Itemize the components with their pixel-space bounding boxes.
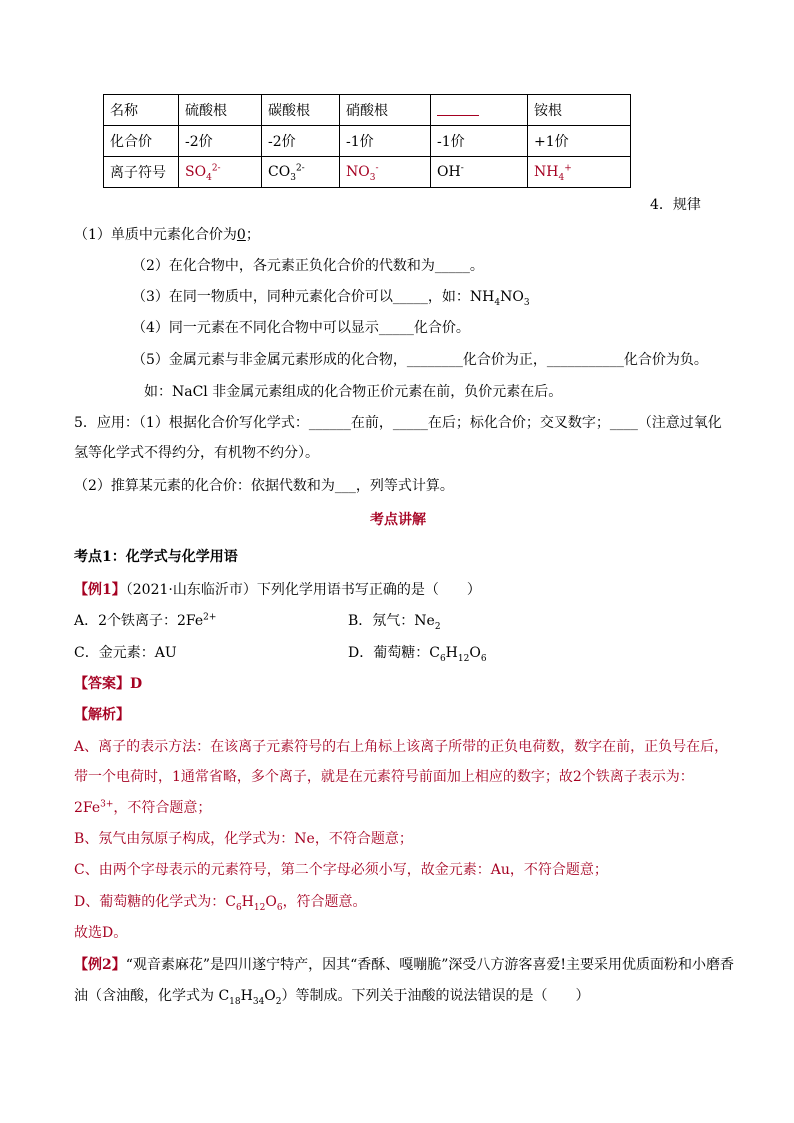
table-row	[104, 126, 631, 157]
option-d: D．葡萄糖：$C_6H_{12}O_6$	[348, 645, 487, 664]
table-cell-blank	[431, 95, 528, 126]
option-b: B．氖气：$Ne_2$	[348, 613, 441, 632]
analysis-conclusion: 故选D。	[74, 925, 128, 941]
analysis-c: C、由两个字母表示的元素符号，第二个字母必须小写，故金元素：Au，不符合题意；	[74, 862, 608, 878]
table-cell: 化合价	[104, 126, 179, 157]
table-cell: +1价	[528, 126, 631, 157]
rule-5-note: 如：NaCl 非金属元素组成的化合物正价元素在前，负价元素在后。	[144, 384, 563, 400]
table-cell: 碳酸根	[262, 95, 340, 126]
option-a: A．2个铁离子：$2Fe^{2+}$	[74, 612, 217, 629]
answer: 【答案】D	[74, 676, 143, 692]
rule-1: （1）单质中元素化合价为0；	[74, 227, 260, 243]
table-row	[104, 95, 631, 126]
example-2-line-1: 【例2】“观音素麻花”是四川遂宁特产，因其“香酥、嘎嘣脆”深受八方游客喜爱!主要采用优质面粉和小磨香	[74, 957, 735, 973]
section-title: 考点讲解	[370, 512, 426, 528]
table-cell: 铵根	[528, 95, 631, 126]
analysis-a-line-1: A、离子的表示方法：在该离子元素符号的右上角标上该离子所带的正负电荷数，数字在前，正负号在后，	[74, 739, 729, 755]
topic-heading: 考点1：化学式与化学用语	[74, 549, 238, 565]
rule-2: （2）在化合物中，各元素正负化合价的代数和为_____。	[132, 258, 484, 274]
example-1-stem: 【例1】（2021·山东临沂市）下列化学用语书写正确的是（ ）	[74, 582, 481, 598]
ion-table	[103, 94, 631, 188]
example-2-line-2: 油（含油酸，化学式为 $C_{18}H_{34}O_2$）等制成。下列关于油酸的说法错误的是（ ）	[74, 988, 590, 1007]
table-cell: -2价	[179, 126, 262, 157]
table-cell: 名称	[104, 95, 179, 126]
ion-symbol: $SO_4^{2-}$	[179, 157, 262, 188]
fill-blank	[437, 101, 479, 116]
apply-line-3: （2）推算某元素的化合价：依据代数和为___，列等式计算。	[74, 478, 454, 494]
rules-heading: 4．规律	[650, 197, 701, 213]
rule-5: （5）金属元素与非金属元素形成的化合物，________化合价为正，___________化合价为负。	[132, 352, 708, 368]
analysis-d: D、葡萄糖的化学式为：$C_6H_{12}O_6$，符合题意。	[74, 894, 367, 913]
analysis-heading: 【解析】	[74, 707, 130, 723]
apply-line-1: 5．应用：（1）根据化合价写化学式：______在前，_____在后；标化合价；交叉数字；____（注意过氧化	[74, 415, 722, 431]
analysis-b: B、氖气由氖原子构成，化学式为：Ne，不符合题意；	[74, 831, 413, 847]
ion-symbol: $NO_3^-$	[340, 157, 431, 188]
analysis-a-line-3: $2Fe^{3+}$，不符合题意；	[74, 799, 212, 816]
table-cell: -2价	[262, 126, 340, 157]
ion-symbol: $CO_3^{2-}$	[262, 157, 340, 188]
rule-4: （4）同一元素在不同化合物中可以显示_____化合价。	[132, 320, 470, 336]
ion-symbol: OH-	[431, 157, 528, 188]
table-row	[104, 157, 631, 188]
table-cell: 离子符号	[104, 157, 179, 188]
analysis-a-line-2: 带一个电荷时，1通常省略，多个离子，就是在元素符号前面加上相应的数字；故2个铁离子表示为：	[74, 769, 694, 785]
rule-3: （3）在同一物质中，同种元素化合价可以_____，如：$NH_4NO_3$	[132, 289, 530, 308]
table-cell: 硝酸根	[340, 95, 431, 126]
table-cell: -1价	[431, 126, 528, 157]
table-cell: -1价	[340, 126, 431, 157]
ion-symbol: $NH_4^+$	[528, 157, 631, 188]
table-cell: 硫酸根	[179, 95, 262, 126]
option-c: C．金元素：AU	[74, 645, 177, 661]
apply-line-2: 氢等化学式不得约分，有机物不约分）。	[74, 445, 319, 461]
